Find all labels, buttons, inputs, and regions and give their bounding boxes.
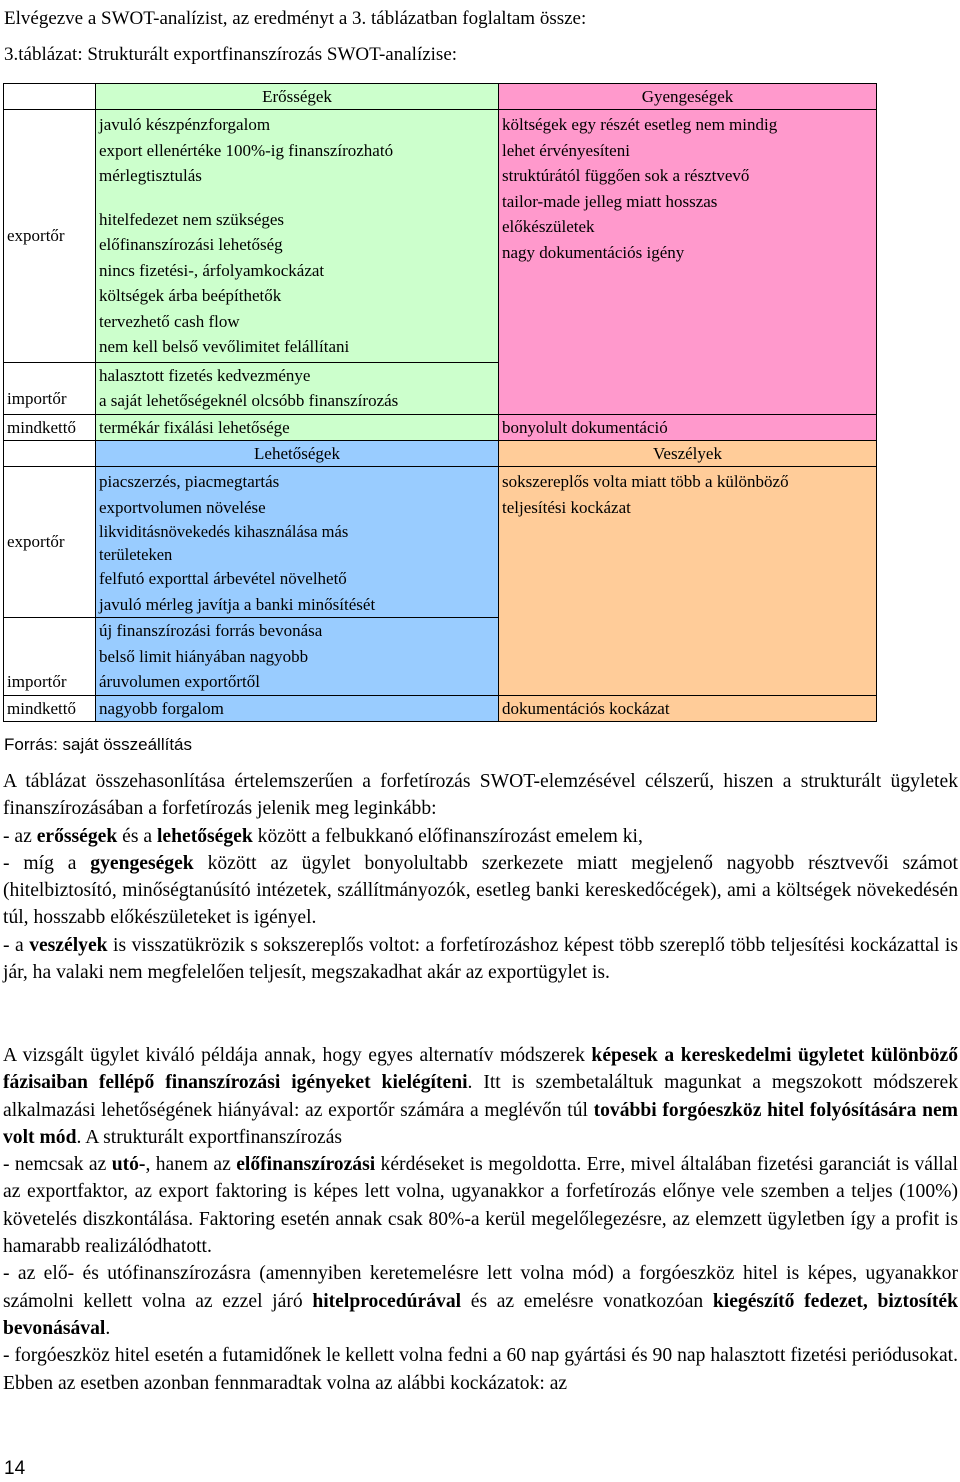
text-run: és az emelésre vonatkozóan	[461, 1290, 713, 1312]
bullet-strengths	[3, 823, 958, 850]
text-run: . Itt is szembetaláltuk magunkat a megszokott módszerek alkalmazási lehetőségének hiányával: az exportőr számára a meglévőn túl	[3, 1072, 958, 1121]
text-run: - az	[3, 825, 37, 847]
row-label-both-2: mindkettő	[4, 695, 96, 722]
bold-run: előfinanszírozási	[236, 1154, 376, 1176]
strength-item: javuló készpénzforgalom	[99, 115, 271, 134]
text-run: - míg a	[3, 852, 91, 874]
opportunity-item: területeken	[99, 545, 173, 564]
strengths-header: Erősségek	[96, 84, 499, 110]
row-label-exporter: exportőr	[4, 110, 96, 363]
strength-item: nem kell belső vevőlimitet felállítani	[99, 337, 350, 356]
strength-item: mérlegtisztulás	[99, 166, 202, 185]
strength-item: hitelfedezet nem szükséges	[99, 209, 285, 229]
opportunity-item: likviditásnövekedés kihasználása más	[99, 522, 349, 541]
threat-item: sokszereplős volta miatt több a különböző	[502, 472, 789, 491]
text-run: is visszatükrözik s sokszereplős voltot: a forfetírozáshoz képest több szereplő több teljesítési kockázattal is jár, ha valaki nem megfelelően teljesít, megszakadhat akár az exportügylet is.	[3, 934, 958, 984]
row-label-both: mindkettő	[4, 414, 96, 441]
opportunities-both-cell: nagyobb forgalom	[96, 695, 499, 722]
text-run: , hanem az	[145, 1154, 237, 1176]
text-run: és a	[117, 825, 157, 847]
text-run: - az elő- és utófinanszírozásra (amennyiben keretemelésre lett volna mód) a forgóeszköz hitel is képes, ugyanakkor számolni kellett volna az ezzel járó	[3, 1263, 958, 1312]
weaknesses-exporter-cell	[499, 110, 877, 415]
strength-item: költségek árba beépíthetők	[99, 286, 282, 305]
bullet-maturity: - forgóeszköz hitel esetén a futamidőnek le kellett volna fedni a 60 nap gyártási és 90 nap halasztott fizetési periódusokat. Ebben az esetben azonban fennmaradtak volna az alábbi kockázatok: az	[3, 1345, 958, 1394]
weakness-item: struktúrától függően sok a résztvevő	[502, 166, 750, 185]
example-text	[3, 1042, 958, 1151]
strength-item: a saját lehetőségeknél olcsóbb finanszírozás	[99, 391, 399, 410]
bold-run: lehetőségek	[156, 825, 253, 847]
opportunities-importer-cell	[96, 618, 499, 696]
bullet-weaknesses	[3, 850, 958, 932]
bold-run: gyengeségek	[90, 852, 194, 874]
opportunity-item: belső limit hiányában nagyobb	[99, 646, 309, 666]
weakness-item: nagy dokumentációs igény	[502, 242, 685, 262]
corner-cell-top	[4, 84, 96, 110]
opportunity-item: új finanszírozási forrás bevonása	[99, 621, 323, 640]
strength-item: halasztott fizetés kedvezménye	[99, 365, 311, 385]
strength-item: előfinanszírozási lehetőség	[99, 235, 283, 254]
table-source: Forrás: saját összeállítás	[4, 735, 193, 754]
strengths-both-cell: termékár fixálási lehetősége	[96, 414, 499, 441]
text-run: között az ügylet bonyolultabb szerkezete miatt megjelenő nagyobb résztvevői számot (hitelbiztosító, minőségtanúsító intézetek, szállítmányozók, esetleg banki kereskedőcégek), ami a költségek növekedésén túl, hosszabb előkészületeket is igényel.	[3, 852, 958, 929]
strengths-importer-cell	[96, 362, 499, 414]
bold-run: képesek a kereskedelmi ügyletet különböző fázisaiban fellépő finanszírozási igényeket kielégíteni	[3, 1045, 958, 1094]
opportunities-exporter-cell	[96, 467, 499, 618]
opportunities-header: Lehetőségek	[96, 441, 499, 467]
text-run: - nemcsak az	[3, 1154, 112, 1176]
threats-exporter-cell	[499, 467, 877, 696]
weakness-item: költségek egy részét esetleg nem mindig	[502, 115, 778, 134]
opportunity-item: áruvolumen exportőrtől	[99, 672, 260, 691]
text-run: között a felbukkanó előfinanszírozást emelem ki,	[252, 825, 643, 847]
opportunity-item: felfutó exporttal árbevétel növelhető	[99, 569, 347, 588]
example-paragraph	[3, 1042, 958, 1397]
bold-run: hitelprocedúrával	[312, 1290, 462, 1312]
table-caption: 3.táblázat: Strukturált exportfinanszírozás SWOT-analízise:	[4, 44, 458, 65]
row-label-exporter-2: exportőr	[4, 467, 96, 618]
strength-item: tervezhető cash flow	[99, 311, 240, 331]
bold-run: kiegészítő fedezet, biztosíték bevonásával	[3, 1290, 958, 1339]
weaknesses-both-cell: bonyolult dokumentáció	[499, 414, 877, 441]
text-run: - a	[3, 934, 30, 956]
threat-item: teljesítési kockázat	[502, 497, 631, 517]
text-run: A vizsgált ügylet kiváló példája annak, hogy egyes alternatív módszerek	[3, 1045, 592, 1066]
bold-run: utó-	[111, 1154, 146, 1176]
analysis-intro: A táblázat összehasonlítása értelemszerűen a forfetírozás SWOT-elemzésével célszerű, hiszen a strukturált ügyletek finanszírozásában a forfetírozás jelenik meg leginkább:	[3, 771, 958, 820]
weaknesses-header: Gyengeségek	[499, 84, 877, 110]
bold-run: erősségek	[36, 825, 118, 847]
strengths-exporter-cell	[96, 110, 499, 363]
text-run: kérdéseket is megoldotta. Erre, mivel általában fizetési garanciát is vállal az exportfaktor, az export faktoring is képes lett volna, ugyanakkor a forfetírozás előnye vele szemben a teljes (100%) követelés diszkontálása. Faktoring esetén annak csak 80%-a kerül megelőlegezésre, az elemzett ügyletben így a profit is hamarabb realizálódhatott.	[3, 1154, 959, 1258]
threats-header: Veszélyek	[499, 441, 877, 467]
weakness-item: előkészületek	[502, 217, 595, 236]
strength-spacer	[99, 189, 492, 207]
threats-both-cell: dokumentációs kockázat	[499, 695, 877, 722]
row-label-importer-2: importőr	[4, 618, 96, 696]
page-number: 14	[4, 1458, 26, 1479]
opportunity-item: piacszerzés, piacmegtartás	[99, 472, 280, 491]
strength-item: export ellenértéke 100%-ig finanszírozható	[99, 140, 394, 160]
bold-run: veszélyek	[29, 934, 108, 956]
opportunity-item: exportvolumen növelése	[99, 497, 266, 517]
weakness-item: lehet érvényesíteni	[502, 140, 630, 160]
bullet-threats	[3, 932, 958, 987]
bullet-post-pre-financing	[3, 1151, 958, 1260]
corner-cell-bottom	[4, 441, 96, 467]
weakness-item: tailor-made jelleg miatt hosszas	[502, 191, 718, 211]
analysis-paragraph	[3, 768, 958, 986]
bold-run: további forgóeszköz hitel folyósítására nem volt mód	[3, 1099, 958, 1148]
intro-text: Elvégezve a SWOT-analízist, az eredményt a 3. táblázatban foglaltam össze:	[4, 8, 587, 29]
swot-table	[3, 83, 877, 722]
text-run: . A strukturált exportfinanszírozás	[76, 1126, 343, 1148]
row-label-importer: importőr	[4, 362, 96, 414]
strength-item: nincs fizetési-, árfolyamkockázat	[99, 260, 325, 280]
text-run: .	[105, 1317, 111, 1339]
bullet-working-capital	[3, 1260, 958, 1342]
opportunity-item: javuló mérleg javítja a banki minősítését	[99, 594, 376, 614]
